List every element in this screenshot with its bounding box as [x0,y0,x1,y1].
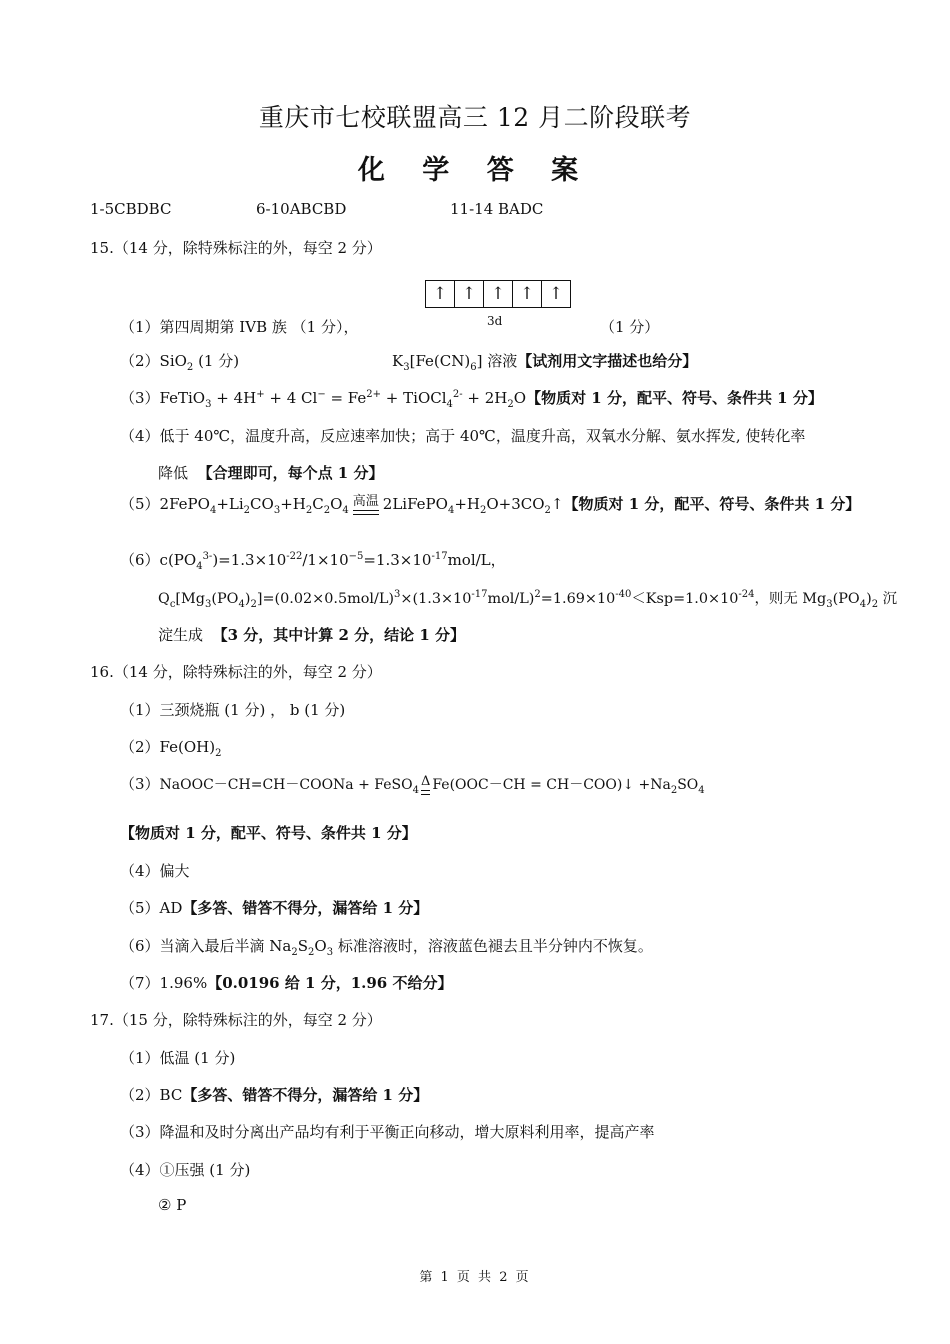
text: =1.3×10 [363,551,432,569]
text: Q [158,591,170,607]
text: （6）c(PO [120,551,197,569]
q16-heading: 16.（14 分，除特殊标注的外，每空 2 分） [90,663,382,681]
q17-part3: （3）降温和及时分离出产品均有利于平衡正向移动，增大原料利用率，提高产率 [120,1123,655,1141]
q16-part1: （1）三颈烧瓶 (1 分) ， b (1 分) [120,701,346,719]
subscript: 2 [243,505,251,516]
text: K [392,352,404,370]
subscript: 2 [186,362,194,373]
q15-part2-answer-a [120,350,239,371]
grading-note: 【多答、错答不得分，漏答给 1 分】 [182,1086,429,1104]
orbital-label: 3d [487,314,503,328]
subscript: 3 [205,399,212,410]
q16-part5 [120,897,428,918]
q16-part3-note: 【物质对 1 分，配平、符号、条件共 1 分】 [120,824,417,842]
text: （2）SiO [120,352,187,370]
text: +H [280,495,306,513]
subscript: 2 [323,505,331,516]
text: NaOOC－CH=CH－COONa + FeSO [159,777,413,793]
text: CO [250,495,274,513]
q15-part6-line2 [158,587,897,608]
text: O [330,495,343,513]
q15-part1-score: （1 分） [600,318,660,336]
text: Fe(OOC－CH = CH－COO)↓ +Na [432,777,671,793]
q17-part4-sub2: ② P [158,1196,187,1214]
q17-part1: （1）低温 (1 分) [120,1049,236,1067]
grading-note: 【0.0196 给 1 分，1.96 不给分】 [207,974,453,992]
text: = Fe [325,389,367,407]
subscript: 2 [507,399,514,410]
text: O+3CO [486,495,545,513]
text: [Fe(CN) [409,352,471,370]
subscript: 2 [305,505,313,516]
text: 沉 [878,591,898,607]
q15-part6-line3 [158,624,465,645]
text: ) [866,591,872,607]
text: （3） [120,775,160,793]
up-arrow-icon: ↑ [455,281,484,307]
subscript: 4 [698,784,705,796]
text: mol/L， [447,551,506,569]
subscript: 6 [470,362,477,373]
subscript: 3 [273,505,281,516]
text: （2）Fe(OH) [120,738,216,756]
text: （7）1.96% [120,974,208,992]
text: +Li [216,495,244,513]
superscript: + [256,389,265,400]
superscript: 2 [534,589,541,601]
grading-note: 【试剂用文字描述也给分】 [517,352,698,370]
reaction-condition [353,495,379,515]
q16-part4: （4）偏大 [120,862,190,880]
up-arrow-icon: ↑ [484,281,513,307]
q15-heading: 15.（14 分，除特殊标注的外，每空 2 分） [90,239,382,257]
superscript: −5 [348,551,364,562]
reaction-condition [421,775,430,795]
up-arrow-icon: ↑ [513,281,542,307]
superscript: -40 [615,589,632,601]
text: mol/L) [487,591,535,607]
q15-part6-line1 [120,549,506,570]
subscript: 3 [326,947,334,958]
grading-note: 【物质对 1 分，配平、符号、条件共 1 分】 [526,389,823,407]
text: O [314,937,327,955]
q15-part2-answer-b [392,350,697,371]
double-bar [353,510,379,515]
text: + 2H [462,389,508,407]
condition-text: 高温 [352,494,379,509]
text: +H [454,495,480,513]
subscript: 2 [308,947,315,958]
superscript: − [317,389,326,400]
q15-part5-equation [120,493,860,515]
orbital-diagram [425,280,571,308]
subscript: 2 [544,505,551,516]
subscript: 4 [859,598,867,610]
q17-heading: 17.（15 分，除特殊标注的外，每空 2 分） [90,1011,382,1029]
text: ) [244,591,251,607]
q16-part2 [120,736,221,757]
q16-part6 [120,935,653,956]
heat-icon: Δ [420,774,431,789]
text: (PO [832,591,860,607]
subscript: 2 [479,505,487,516]
subscript: 3 [204,598,212,610]
q16-part3-equation [120,773,705,795]
double-bar [421,790,430,795]
superscript: -17 [471,589,488,601]
text: ，则无 Mg [754,591,827,607]
q15-part4-line1: （4）低于 40℃，温度升高，反应速率加快；高于 40℃，温度升高，双氧水分解、氨水挥发, 使转化率 [120,427,806,445]
text: 降低 [158,464,189,482]
q17-part4: （4）①压强 (1 分) [120,1161,251,1179]
q15-part1: （1）第四周期第 IVB 族 （1 分）， [120,318,359,336]
text: ×(1.3×10 [400,591,472,607]
text: （3）FeTiO [120,389,206,407]
equation-left [159,777,419,796]
superscript: 3 [394,589,401,601]
q15-part4-line2 [158,462,383,483]
text: ] 溶液 [476,352,518,370]
text: + 4H [211,389,257,407]
superscript: -17 [431,551,448,562]
text: )=1.3×10 [212,551,287,569]
subscript: 2 [871,598,879,610]
subscript: 4 [412,784,419,796]
text: ＜Ksp=1.0×10 [631,591,739,607]
subscript: 2 [291,947,298,958]
page-footer: 第 1 页 共 2 页 [419,1270,531,1285]
subscript: 4 [238,598,245,610]
subscript: 3 [826,598,833,610]
grading-note: 【物质对 1 分，配平、符号、条件共 1 分】 [563,495,861,513]
text: C [312,495,324,513]
grading-note: 【3 分，其中计算 2 分，结论 1 分】 [212,626,465,644]
text: （5）2FePO [120,495,210,513]
text: 淀生成 [158,626,204,644]
text: （6）当滴入最后半滴 Na [120,937,292,955]
subscript: 4 [209,505,217,516]
superscript: -24 [738,589,755,601]
subscript: 3 [403,362,410,373]
mc-answers-1-5: 1-5CBDBC [90,200,172,218]
text: /1×10 [302,551,349,569]
q17-part2 [120,1084,428,1105]
text: O [513,389,527,407]
q15-part3-equation [120,387,823,408]
text: ↑ [550,495,564,513]
up-arrow-icon: ↑ [426,281,455,307]
up-arrow-icon: ↑ [548,284,564,304]
text: (PO [211,591,239,607]
subscript: 2 [250,598,257,610]
grading-note: 【多答、错答不得分，漏答给 1 分】 [182,899,429,917]
subscript: 4 [447,505,455,516]
text: + 4 Cl [264,389,318,407]
text: [Mg [175,591,205,607]
subscript: 4 [196,561,203,572]
grading-note: 【合理即可，每个点 1 分】 [197,464,384,482]
superscript: 2- [452,389,463,400]
superscript: -22 [286,551,303,562]
subscript: 2 [670,784,678,796]
text: 2LiFePO [382,495,448,513]
page-subtitle: 化 学 答 案 [357,155,593,186]
subscript: c [169,598,176,610]
superscript: 2+ [366,389,382,400]
text: （2）BC [120,1086,183,1104]
mc-answers-6-10: 6-10ABCBD [256,200,347,218]
text: + TiOCl [381,389,447,407]
text: S [297,937,309,955]
text: (1 分) [193,352,240,370]
q16-part7 [120,972,452,993]
mc-answers-11-14: 11-14 BADC [450,200,544,218]
page-title: 重庆市七校联盟高三 12 月二阶段联考 [258,103,692,132]
text: 标准溶液时，溶液蓝色褪去且半分钟内不恢复。 [333,937,653,955]
text: （5）AD [120,899,183,917]
text: =1.69×10 [540,591,616,607]
subscript: 4 [446,399,453,410]
subscript: 4 [342,505,349,516]
superscript: 3- [202,551,213,562]
text: SO [677,777,699,793]
subscript: 2 [215,748,222,759]
equation-right [432,777,705,796]
text: ]=(0.02×0.5mol/L) [256,591,395,607]
